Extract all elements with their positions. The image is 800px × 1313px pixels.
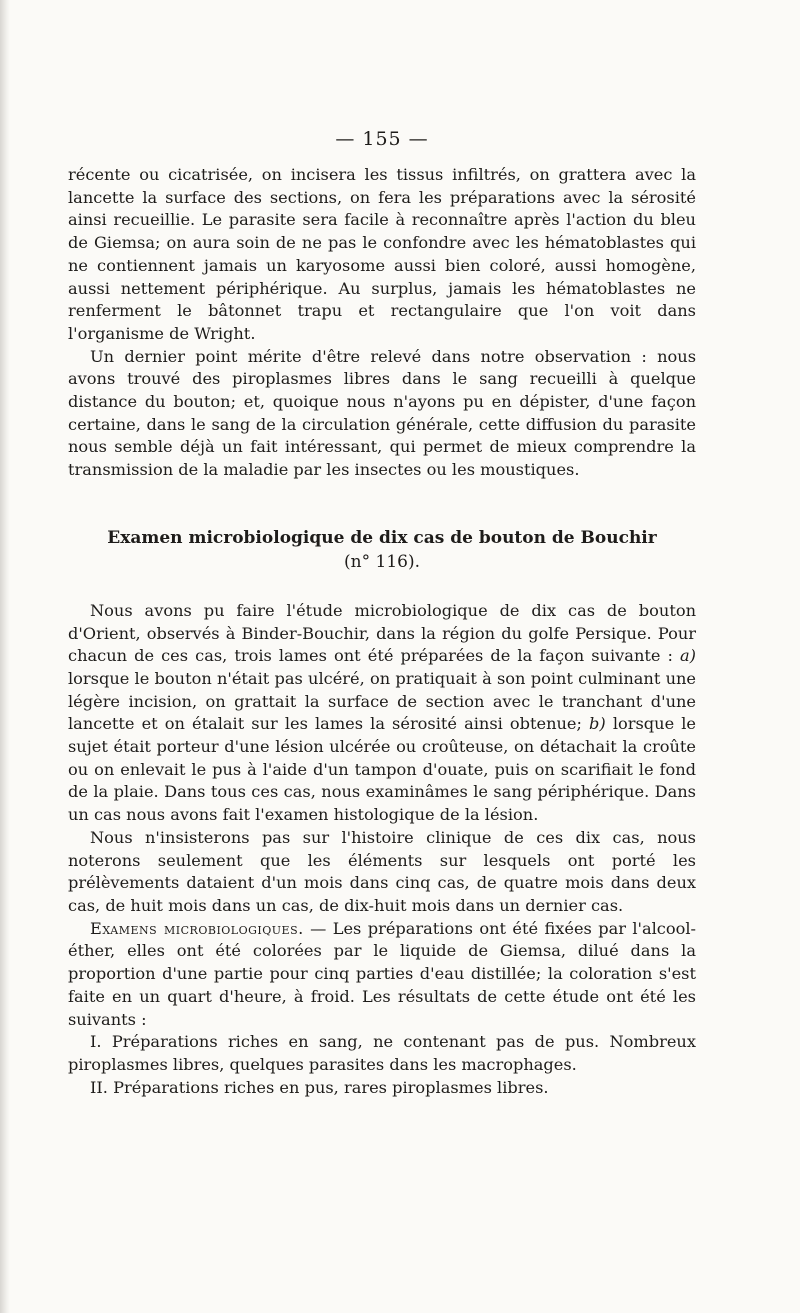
- paragraph-study: [68, 600, 696, 827]
- result-item-2: II. Préparations riches en pus, rares piroplasmes libres.: [90, 1077, 549, 1097]
- section-subtitle: (n° 116).: [344, 551, 420, 572]
- exams-text: — Les préparations ont été fixées par l'alcool-éther, elles ont été colorées par le liquide de Giemsa, dilué dans la proportion d'une partie pour cinq parties d'eau distillée; la coloration s'est faite en un quart d'heure, à froid. Les résultats de cette étude ont été les suivants :: [68, 918, 697, 1029]
- paragraph-observation: Un dernier point mérite d'être relevé dans notre observation : nous avons trouvé des piroplasmes libres dans le sang recueilli à quelque distance du bouton; et, quoique nous n'ayons pu en dépister, d'une façon certaine, dans le sang de la circulation générale, cette diffusion du parasite nous semble déjà un fait intéressant, qui permet de mieux comprendre la transmission de la maladie par les insectes ou les moustiques.: [68, 346, 696, 480]
- marker-a: a): [680, 646, 696, 666]
- paragraph-continuation: récente ou cicatrisée, on incisera les tissus infiltrés, on grattera avec la lancette la surface des sections, on fera les préparations avec la sérosité ainsi recueillie. Le parasite sera facile à reconnaître après l'action du bleu de Giemsa; on aura soin de ne pas le confondre avec les hématoblastes qui ne contiennent jamais un karyosome aussi bien coloré, aussi homogène, aussi nettement périphérique. Au surplus, jamais les hématoblastes ne renferment le bâtonnet trapu et rectangulaire que l'on voit dans l'organisme de Wright.: [68, 165, 696, 343]
- paragraph-exams: [68, 918, 696, 1032]
- book-page: [68, 128, 696, 1099]
- study-text-2: lorsque le bouton n'était pas ulcéré, on pratiquait à son point culminant une légère incision, on grattait la surface de section avec le tranchant d'une lancette et on étalait sur les lames la sérosité ainsi obtenue;: [68, 668, 696, 734]
- page-edge-shadow: [0, 0, 10, 1313]
- study-text-1: Nous avons pu faire l'étude microbiologique de dix cas de bouton d'Orient, observés à Binder-Bouchir, dans la région du golfe Persique. Pour chacun de ces cas, trois lames ont été préparées de la façon suivante :: [68, 600, 696, 666]
- marker-b: b): [589, 714, 606, 734]
- page-number: — 155 —: [335, 128, 429, 150]
- study-text-3: lorsque le sujet était porteur d'une lésion ulcérée ou croûteuse, on détachait la croûte ou on enlevait le pus à l'aide d'un tampon d'ouate, puis on scarifiait le fond de la plaie. Dans tous ces cas, nous examinâmes le sang périphérique. Dans un cas nous avons fait l'examen histologique de la lésion.: [68, 714, 696, 825]
- section-title: Examen microbiologique de dix cas de bouton de Bouchir: [107, 527, 657, 548]
- exams-label: Examens microbiologiques.: [90, 918, 304, 938]
- result-item-1: I. Préparations riches en sang, ne contenant pas de pus. Nombreux piroplasmes libres, quelques parasites dans les macrophages.: [68, 1032, 696, 1074]
- paragraph-history: Nous n'insisterons pas sur l'histoire clinique de ces dix cas, nous noterons seulement que les éléments sur lesquels ont porté les prélèvements dataient d'un mois dans cinq cas, de quatre mois dans deux cas, de huit mois dans un cas, de dix-huit mois dans un dernier cas.: [68, 827, 696, 915]
